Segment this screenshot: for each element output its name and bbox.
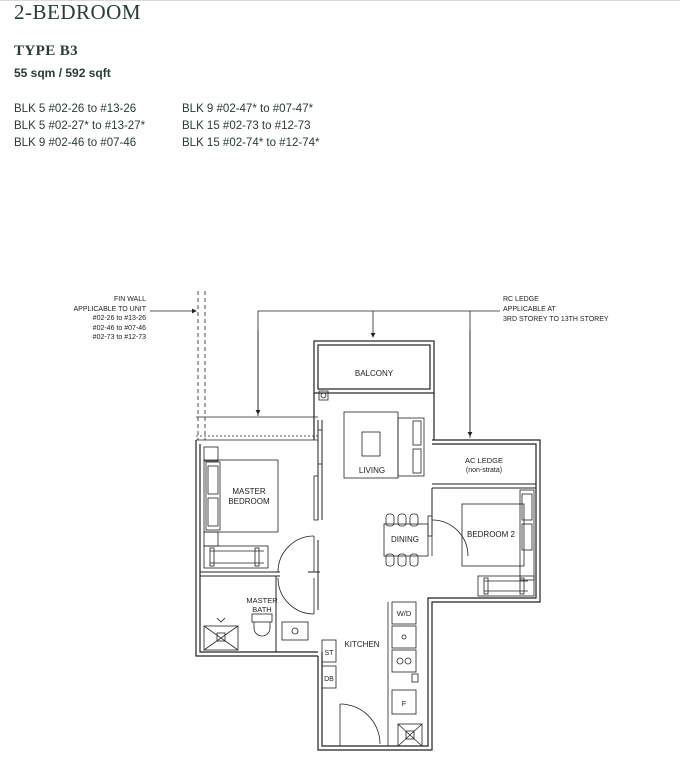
page-title: 2-BEDROOM	[14, 0, 142, 24]
washer-dryer-label: W/D	[396, 609, 412, 618]
unit-area: 55 sqm / 592 sqft	[14, 66, 111, 80]
rc-ledge-text: RC LEDGE	[503, 296, 539, 303]
unit-type: TYPE B3	[14, 43, 79, 59]
block-entry: BLK 15 #02-74* to #12-74*	[182, 137, 320, 149]
fin-wall-text: FIN WALL	[113, 296, 146, 303]
bedroom2-bed	[462, 490, 534, 596]
fin-wall-text: #02-46 to #07-46	[92, 325, 146, 332]
door-swings	[278, 520, 468, 746]
kitchen-fixtures	[322, 602, 422, 746]
block-entry: BLK 5 #02-26 to #13-26	[14, 103, 137, 115]
fin-wall-text: #02-26 to #13-26	[92, 315, 146, 322]
kitchen-label: KITCHEN	[344, 640, 380, 649]
wardrobe	[204, 546, 268, 568]
block-entry: BLK 9 #02-47* to #07-47*	[182, 103, 314, 115]
master-bath-label: BATH	[252, 605, 272, 614]
bedroom2-label: BEDROOM 2	[466, 530, 516, 539]
dining-label: DINING	[391, 535, 419, 544]
rc-ledge-text: APPLICABLE AT	[503, 306, 556, 313]
rc-ledge-text: 3RD STOREY TO 13TH STOREY	[503, 316, 609, 323]
rc-ledge	[196, 417, 318, 440]
block-entry: BLK 15 #02-73 to #12-73	[182, 120, 311, 132]
bathroom-fixtures	[204, 614, 308, 650]
fridge-label: F	[401, 699, 407, 708]
store-label: ST	[324, 650, 334, 657]
fin-wall	[198, 291, 205, 440]
master-bath-label: MASTER	[246, 596, 278, 605]
fin-wall-label	[74, 296, 147, 341]
balcony-label: BALCONY	[354, 369, 394, 378]
db-label: DB	[324, 676, 334, 683]
ac-ledge-label: AC LEDGE	[465, 456, 503, 465]
master-bedroom-label: MASTER	[232, 487, 266, 496]
fin-wall-text: APPLICABLE TO UNIT	[73, 306, 146, 313]
living-label: LIVING	[358, 466, 386, 475]
master-bedroom-label: BEDROOM	[228, 497, 270, 506]
block-entry: BLK 5 #02-27* to #13-27*	[14, 120, 146, 132]
rc-ledge-label	[503, 296, 609, 323]
block-entry: BLK 9 #02-46 to #07-46	[14, 137, 137, 149]
ac-ledge-note: (non-strata)	[465, 467, 503, 474]
fin-wall-text: #02-73 to #12-73	[92, 334, 146, 341]
outer-walls	[196, 341, 540, 750]
